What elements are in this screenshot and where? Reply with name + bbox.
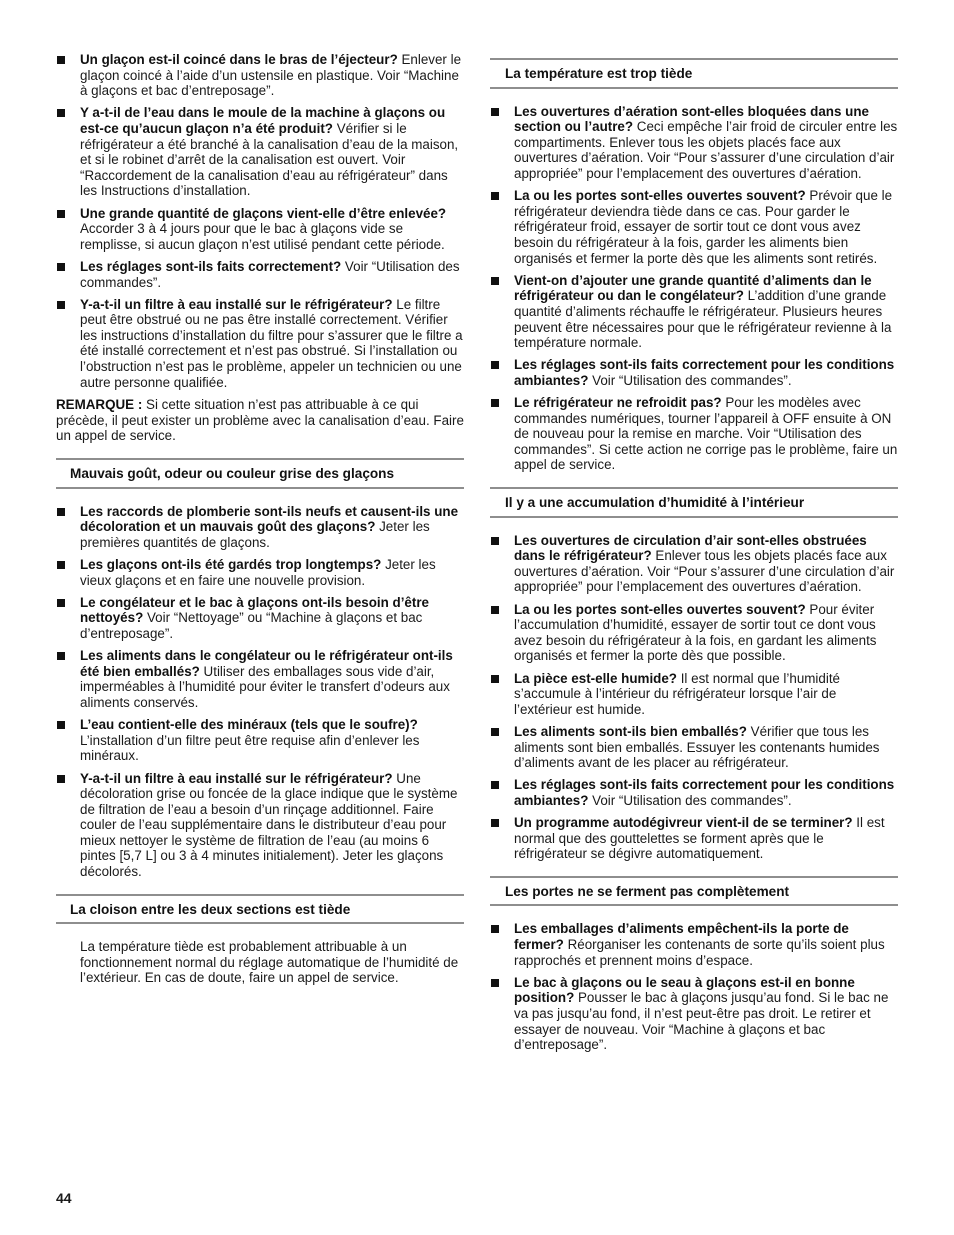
- square-bullet-icon: [57, 109, 65, 117]
- square-bullet-icon: [57, 652, 65, 660]
- square-bullet-icon: [491, 108, 499, 116]
- square-bullet-icon: [491, 675, 499, 683]
- list-item: Les emballages d’aliments empêchent-ils la porte de fermer? Réorganiser les contenants de sorte qu’ils soient plus rapprochés et prennent moins d’espace.: [490, 921, 898, 968]
- list-item: Y-a-t-il un filtre à eau installé sur le réfrigérateur? Le filtre peut être obstrué ou ne pas être installé correctement. Vérifier les instructions d’installation du filtre pour s’assurer que le filtre a été installé correctement et n’est pas obstrué. Si l’installation ou l’obstruction n’est pas le problème, appeler un technicien ou une autre personne qualifiée.: [56, 297, 464, 391]
- section-warm-divider: [56, 894, 464, 986]
- section-title: La cloison entre les deux sections est tiède: [56, 894, 464, 925]
- square-bullet-icon: [491, 979, 499, 987]
- list-item: Les réglages sont-ils faits correctement pour les conditions ambiantes? Voir “Utilisation des commandes”.: [490, 357, 898, 388]
- list-item: La pièce est-elle humide? Il est normal que l’humidité s’accumule à l’intérieur du réfrigérateur lorsque l’air de l’extérieur est humide.: [490, 671, 898, 718]
- list-item: Un glaçon est-il coincé dans le bras de l’éjecteur? Enlever le glaçon coincé à l’aide d’un ustensile en plastique. Voir “Machine à glaçons et bac d’entreposage”.: [56, 52, 464, 99]
- list-item: Les réglages sont-ils faits correctement? Voir “Utilisation des commandes”.: [56, 259, 464, 290]
- square-bullet-icon: [57, 561, 65, 569]
- square-bullet-icon: [491, 781, 499, 789]
- square-bullet-icon: [491, 399, 499, 407]
- list-item: Les aliments sont-ils bien emballés? Vérifier que tous les aliments sont bien emballés. Essuyer les contenants humides d’aliments avant de les placer au réfrigérateur.: [490, 724, 898, 771]
- list-item: Les ouvertures d’aération sont-elles bloquées dans une section ou l’autre? Ceci empêche l’air froid de circuler entre les compartiments. Enlever tous les objets placés face aux ouvertures d’aération. Voir “Pour s’assurer d’une circulation d’air appropriée” pour l’emplacement des ouvertures d’aération.: [490, 104, 898, 182]
- square-bullet-icon: [57, 210, 65, 218]
- left-column: [56, 52, 464, 986]
- square-bullet-icon: [57, 775, 65, 783]
- page-number: 44: [56, 1190, 72, 1206]
- square-bullet-icon: [491, 361, 499, 369]
- list-item: Le bac à glaçons ou le seau à glaçons est-il en bonne position? Pousser le bac à glaçons jusqu’au fond. Si le bac ne va pas jusqu’au fond, il n’est peut-être pas droit. Le retirer et essayer de nouveau. Voir “Machine à glaçons et bac d’entreposage”.: [490, 975, 898, 1053]
- square-bullet-icon: [57, 301, 65, 309]
- square-bullet-icon: [57, 599, 65, 607]
- section-bad-taste: [56, 458, 464, 880]
- section-text: La température tiède est probablement attribuable à un fonctionnement normal du réglage automatique de l’humidité de l’extérieur. En cas de doute, faire un appel de service.: [80, 939, 459, 986]
- list-item: La ou les portes sont-elles ouvertes souvent? Prévoir que le réfrigérateur deviendra tiède dans ce cas. Pour garder le réfrigérateur froid, essayer de sortir tout ce dont vous avez besoin du réfrigérateur à la fois, garder les aliments bien organisés et fermer la porte dès que les aliments sont retirés.: [490, 188, 898, 266]
- list-item: Les réglages sont-ils faits correctement pour les conditions ambiantes? Voir “Utilisation des commandes”.: [490, 777, 898, 808]
- list-item: L’eau contient-elle des minéraux (tels que le soufre)? L’installation d’un filtre peut être requise afin d’enlever les minéraux.: [56, 717, 464, 764]
- square-bullet-icon: [491, 192, 499, 200]
- intro-list: [56, 52, 464, 390]
- list-item: Les aliments dans le congélateur ou le réfrigérateur ont-ils été bien emballés? Utiliser des emballages sous vide d’air, imperméables à l’humidité pour éviter le transfert d’odeurs aux aliments conservés.: [56, 648, 464, 710]
- list-item: Y a-t-il de l’eau dans le moule de la machine à glaçons ou est-ce qu’aucun glaçon n’a été produit? Vérifier si le réfrigérateur a été branché à la canalisation d’eau de la maison, et si le robinet d’arrêt de la canalisation est ouvert. Voir “Raccordement de la canalisation d’eau au réfrigérateur” dans les Instructions d’installation.: [56, 105, 464, 199]
- list-item: Les glaçons ont-ils été gardés trop longtemps? Jeter les vieux glaçons et en faire une nouvelle provision.: [56, 557, 464, 588]
- section-title: La température est trop tiède: [490, 58, 898, 89]
- list-item: Une grande quantité de glaçons vient-elle d’être enlevée? Accorder 3 à 4 jours pour que le bac à glaçons vide se remplisse, si aucun glaçon n’est utilisé pendant cette période.: [56, 206, 464, 253]
- list-item: La ou les portes sont-elles ouvertes souvent? Pour éviter l’accumulation d’humidité, essayer de sortir tout ce dont vous avez besoin du réfrigérateur à la fois, en gardant les aliments organisés et fermer la porte dès que possible.: [490, 602, 898, 664]
- square-bullet-icon: [491, 277, 499, 285]
- section-doors: [490, 876, 898, 1053]
- square-bullet-icon: [491, 537, 499, 545]
- square-bullet-icon: [491, 728, 499, 736]
- list-item: Vient-on d’ajouter une grande quantité d’aliments dan le réfrigérateur ou dan le congélateur? L’addition d’une grande quantité d’aliments réchauffe le réfrigérateur. Plusieurs heures peuvent être nécessaires pour que le réfrigérateur revienne à la température normale.: [490, 273, 898, 351]
- list-item: Le réfrigérateur ne refroidit pas? Pour les modèles avec commandes numériques, tourner l’appareil à OFF ensuite à ON de nouveau pour la remise en marche. Voir “Utilisation des commandes”. Si cette action ne corrige pas le problème, faire un appel de service.: [490, 395, 898, 473]
- square-bullet-icon: [491, 819, 499, 827]
- list-item: Y-a-t-il un filtre à eau installé sur le réfrigérateur? Une décoloration grise ou foncée de la glace indique que le système de filtration de l’eau a besoin d’un rinçage additionnel. Faire couler de l’eau supplémentaire dans le distributeur d’eau pour mieux nettoyer le système de filtration de l’eau (au moins 6 pintes [5,7 L] ou 3 à 4 minutes initialement). Jeter les glaçons décolorés.: [56, 771, 464, 880]
- square-bullet-icon: [491, 606, 499, 614]
- square-bullet-icon: [57, 721, 65, 729]
- section-title: Mauvais goût, odeur ou couleur grise des glaçons: [56, 458, 464, 489]
- list-item: Les ouvertures de circulation d’air sont-elles obstruées dans le réfrigérateur? Enlever tous les objets placés face aux ouvertures d’aération. Voir “Pour s’assurer d’une circulation d’air appropriée” pour l’emplacement des ouvertures d’aération.: [490, 533, 898, 595]
- section-humidity: [490, 487, 898, 862]
- list-item: Un programme autodégivreur vient-il de se terminer? Il est normal que des gouttelettes se forment après que le réfrigérateur se dégivre automatiquement.: [490, 815, 898, 862]
- list-item: Le congélateur et le bac à glaçons ont-ils besoin d’être nettoyés? Voir “Nettoyage” ou “Machine à glaçons et bac d’entreposage”.: [56, 595, 464, 642]
- square-bullet-icon: [57, 56, 65, 64]
- remark-note: REMARQUE : Si cette situation n’est pas attribuable à ce qui précède, il peut exister un problème avec la canalisation d’eau. Faire un appel de service.: [56, 397, 464, 444]
- square-bullet-icon: [491, 925, 499, 933]
- square-bullet-icon: [57, 263, 65, 271]
- list-item: Les raccords de plomberie sont-ils neufs et causent-ils une décoloration et un mauvais goût des glaçons? Jeter les premières quantités de glaçons.: [56, 504, 464, 551]
- section-title: Il y a une accumulation d’humidité à l’intérieur: [490, 487, 898, 518]
- section-title: Les portes ne se ferment pas complètement: [490, 876, 898, 907]
- square-bullet-icon: [57, 508, 65, 516]
- section-too-warm: [490, 58, 898, 473]
- right-column: [490, 52, 898, 1059]
